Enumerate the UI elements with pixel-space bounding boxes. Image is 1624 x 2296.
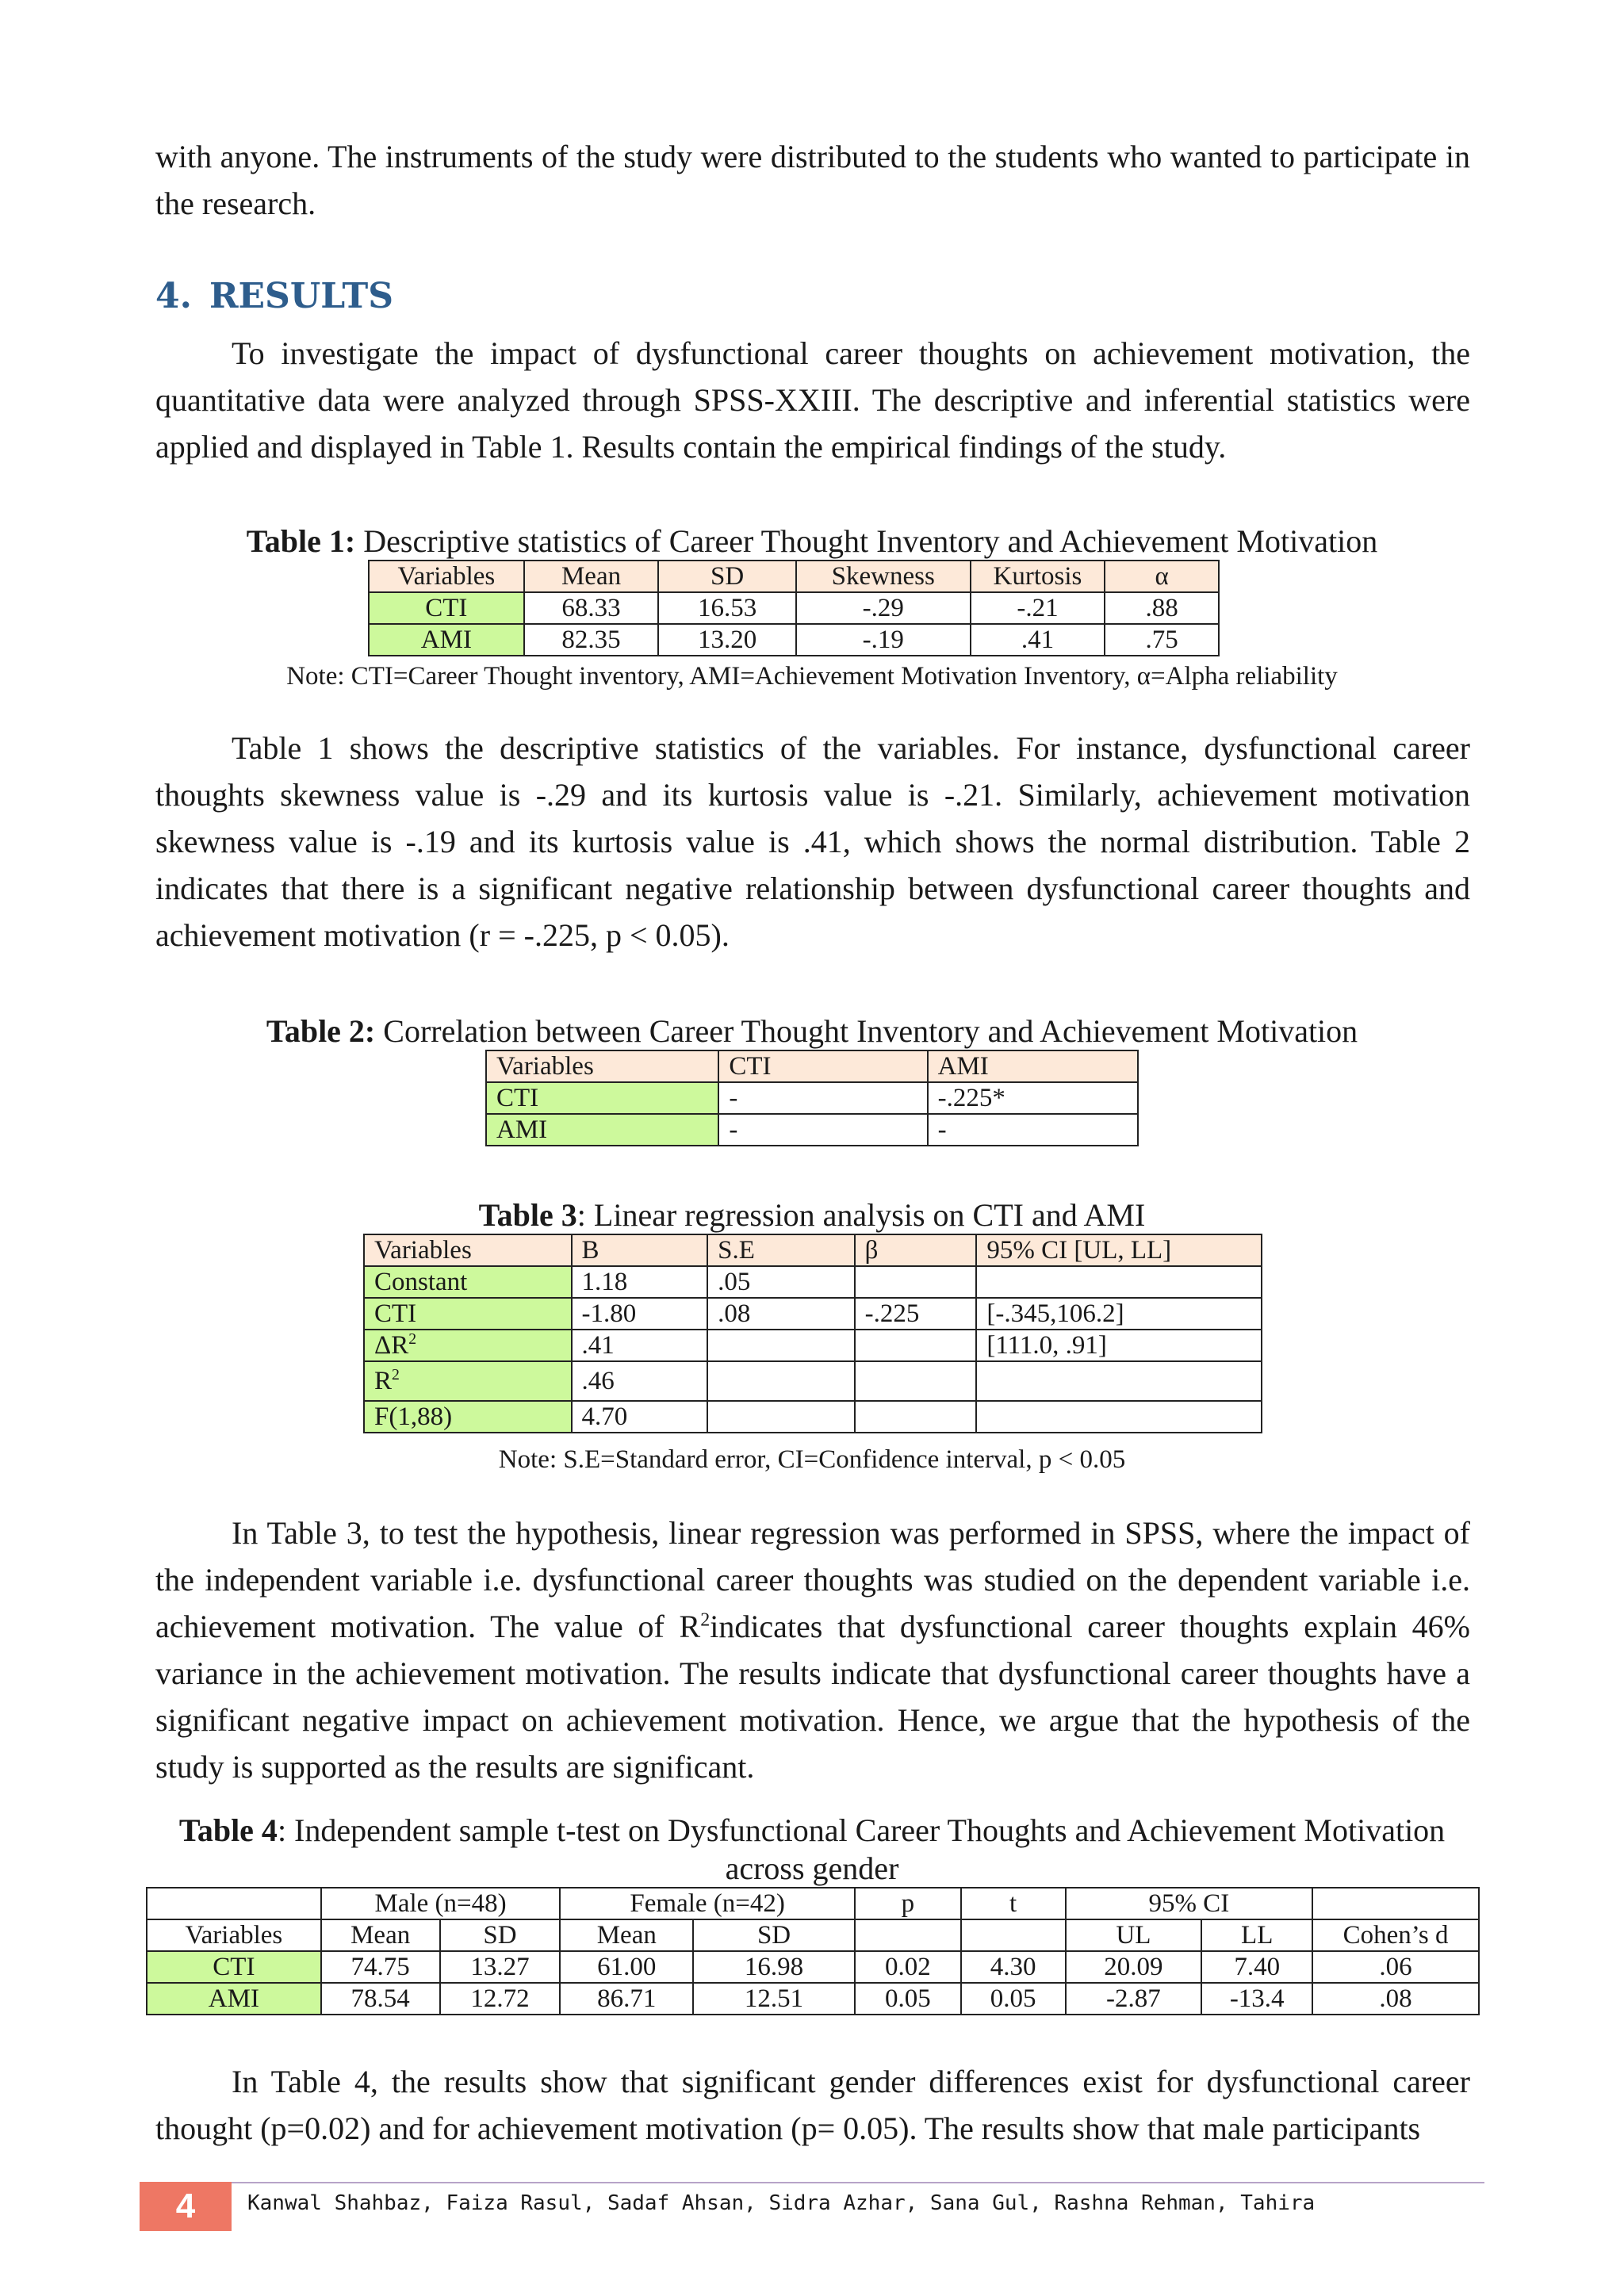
table-row	[147, 1983, 1479, 2015]
table1-cell: .75	[1105, 624, 1219, 656]
table4-group-header-row	[147, 1888, 1479, 1919]
table4-group-header-female: Female (n=42)	[560, 1888, 855, 1919]
table4-cell: 0.05	[855, 1983, 961, 2015]
table4-variable-cell: AMI	[147, 1983, 321, 2015]
table1-header-cell: α	[1105, 561, 1219, 592]
table4-cell: 86.71	[560, 1983, 693, 2015]
table4-header-cell: UL	[1066, 1919, 1202, 1951]
table2-variable-cell: AMI	[486, 1114, 718, 1146]
table1-header-cell: Skewness	[796, 561, 971, 592]
table4-empty-cell	[1312, 1888, 1479, 1919]
table4-cell: .06	[1312, 1951, 1479, 1983]
table4-caption	[0, 1812, 1624, 1849]
table4-caption-line2: across gender	[725, 1850, 899, 1886]
table1-header-cell: Mean	[524, 561, 659, 592]
table-row	[364, 1361, 1262, 1401]
table4	[146, 1887, 1480, 2015]
table3-variable-cell	[364, 1361, 572, 1401]
table4-caption-label: Table 4	[178, 1812, 278, 1848]
table-row	[364, 1298, 1262, 1330]
table2-header-cell: AMI	[928, 1050, 1138, 1082]
table4-empty-cell	[147, 1888, 321, 1919]
table4-header-cell: SD	[693, 1919, 855, 1951]
table3-header-cell: 95% CI [UL, LL]	[976, 1234, 1262, 1266]
table3-caption	[0, 1197, 1624, 1234]
table4-group-header-male: Male (n=48)	[321, 1888, 561, 1919]
table2-caption-label: Table 2:	[266, 1013, 376, 1049]
table4-variable-cell: CTI	[147, 1951, 321, 1983]
table1-header-cell: Variables	[369, 561, 524, 592]
table4-header-cell	[855, 1919, 961, 1951]
table4-cell: 12.72	[440, 1983, 561, 2015]
table3-header-cell: B	[572, 1234, 708, 1266]
table4-header-cell: Variables	[147, 1919, 321, 1951]
table3-variable-cell: F(1,88)	[364, 1401, 572, 1433]
table4-cell: -2.87	[1066, 1983, 1202, 2015]
table2	[485, 1050, 1139, 1146]
table3-cell	[855, 1266, 977, 1298]
table1-cell: -.29	[796, 592, 971, 624]
table3-variable-label: ΔR	[374, 1331, 409, 1360]
table4-cell: 13.27	[440, 1951, 561, 1983]
table2-cell: -	[718, 1082, 927, 1114]
table4-group-header-t: t	[961, 1888, 1066, 1919]
table2-caption-text: Correlation between Career Thought Inventory and Achievement Motivation	[375, 1013, 1358, 1049]
table4-caption-text: : Independent sample t-test on Dysfunctional Career Thoughts and Achievement Motivation	[277, 1812, 1446, 1848]
table4-cell: 4.30	[961, 1951, 1066, 1983]
table3-note: Note: S.E=Standard error, CI=Confidence interval, p < 0.05	[498, 1445, 1126, 1474]
table3-variable-label: R	[374, 1367, 393, 1395]
table4-cell: 0.02	[855, 1951, 961, 1983]
table3-header-row	[364, 1234, 1262, 1266]
results-paragraph: To investigate the impact of dysfunctional career thoughts on achievement motivation, the quantitative data were analyzed through SPSS-XXIII. The descriptive and inferential statistics were applied and displayed in Table 1. Results contain the empirical findings of the study.	[155, 335, 1470, 465]
table3-header-cell: S.E	[707, 1234, 855, 1266]
table3-cell: 4.70	[572, 1401, 708, 1433]
table2-caption	[0, 1013, 1624, 1050]
table3-variable-cell: CTI	[364, 1298, 572, 1330]
footer-authors: Kanwal Shahbaz, Faiza Rasul, Sadaf Ahsan, Sidra Azhar, Sana Gul, Rashna Rehman, Tahira	[247, 2191, 1316, 2215]
superscript: 2	[408, 1330, 417, 1348]
superscript: 2	[700, 1609, 710, 1631]
table4-header-cell: LL	[1201, 1919, 1312, 1951]
table1-variable-cell: CTI	[369, 592, 524, 624]
table1-variable-cell: AMI	[369, 624, 524, 656]
footer-divider	[232, 2182, 1484, 2183]
table1-discussion-paragraph: Table 1 shows the descriptive statistics of the variables. For instance, dysfunctional career thoughts skewness value is -.29 and its kurtosis value is -.21. Similarly, achievement motivation skewness value is -.19 and its kurtosis value is .41, which shows the normal distribution. Table 2 indicates that there is a significant negative relationship between dysfunctional career thoughts and achievement motivation (r = -.225, p < 0.05).	[155, 730, 1470, 953]
table1-cell: .41	[971, 624, 1105, 656]
table2-cell: -	[718, 1114, 927, 1146]
page-number: 4	[140, 2182, 232, 2231]
section-heading	[155, 276, 393, 316]
table4-header-cell	[961, 1919, 1066, 1951]
table3-cell	[855, 1401, 977, 1433]
table4-header-cell: Cohen’s d	[1312, 1919, 1479, 1951]
table4-cell: 20.09	[1066, 1951, 1202, 1983]
table3-cell	[707, 1330, 855, 1361]
table-row	[147, 1951, 1479, 1983]
section-number: 4.	[155, 276, 192, 316]
table1-cell: 16.53	[658, 592, 796, 624]
table1	[368, 560, 1220, 656]
table4-header-cell: Mean	[560, 1919, 693, 1951]
table3-cell	[707, 1401, 855, 1433]
superscript: 2	[392, 1366, 400, 1383]
table4-cell: 7.40	[1201, 1951, 1312, 1983]
table2-header-cell: Variables	[486, 1050, 718, 1082]
table2-header-row	[486, 1050, 1138, 1082]
table1-header-cell: SD	[658, 561, 796, 592]
table2-cell: -	[928, 1114, 1138, 1146]
table3-variable-cell: Constant	[364, 1266, 572, 1298]
section-title: RESULTS	[209, 276, 394, 316]
table3-cell: .05	[707, 1266, 855, 1298]
table4-cell: .08	[1312, 1983, 1479, 2015]
table3-cell: .08	[707, 1298, 855, 1330]
table4-discussion-paragraph: In Table 4, the results show that significant gender differences exist for dysfunctional career thought (p=0.02) and for achievement motivation (p= 0.05). The results show that male participants	[155, 2064, 1470, 2146]
table3-discussion-paragraph	[155, 1510, 1470, 1790]
intro-paragraph: with anyone. The instruments of the study were distributed to the students who wanted to participate in the research.	[155, 139, 1470, 221]
table4-cell: 74.75	[321, 1951, 440, 1983]
table3-cell: .41	[572, 1330, 708, 1361]
table-row	[364, 1266, 1262, 1298]
table1-caption	[0, 523, 1624, 560]
table3-cell: -1.80	[572, 1298, 708, 1330]
table3-cell: .46	[572, 1361, 708, 1401]
table4-cell: 12.51	[693, 1983, 855, 2015]
table3-cell	[976, 1266, 1262, 1298]
table3-cell: -.225	[855, 1298, 977, 1330]
table4-cell: 0.05	[961, 1983, 1066, 2015]
table3-header-cell: Variables	[364, 1234, 572, 1266]
table-row	[364, 1330, 1262, 1361]
table1-cell: .88	[1105, 592, 1219, 624]
table4-cell: 78.54	[321, 1983, 440, 2015]
table3-caption-text: : Linear regression analysis on CTI and AMI	[576, 1197, 1146, 1233]
table3-cell	[707, 1361, 855, 1401]
table1-cell: -.19	[796, 624, 971, 656]
table1-cell: 68.33	[524, 592, 659, 624]
table2-variable-cell: CTI	[486, 1082, 718, 1114]
table2-header-cell: CTI	[718, 1050, 927, 1082]
table-row	[486, 1082, 1138, 1114]
table4-cell: 61.00	[560, 1951, 693, 1983]
table4-cell: 16.98	[693, 1951, 855, 1983]
table3-cell	[855, 1361, 977, 1401]
table4-cell: -13.4	[1201, 1983, 1312, 2015]
table3-cell: [-.345,106.2]	[976, 1298, 1262, 1330]
table2-cell: -.225*	[928, 1082, 1138, 1114]
table3-caption-label: Table 3	[478, 1197, 577, 1233]
table4-header-cell: SD	[440, 1919, 561, 1951]
table1-caption-label: Table 1:	[246, 523, 356, 559]
table3-header-cell: β	[855, 1234, 977, 1266]
table4-sub-header-row	[147, 1919, 1479, 1951]
table3-cell: 1.18	[572, 1266, 708, 1298]
paragraph-text: In Table 3, to test the hypothesis, linear regression was performed in SPSS, where the impact of the independent variable i.e. dysfunctional career thoughts was studied on the dependent variable i.e. achievement motivation. The value of R	[155, 1515, 1470, 1644]
table1-header-cell: Kurtosis	[971, 561, 1105, 592]
table-row	[369, 592, 1219, 624]
table1-caption-text: Descriptive statistics of Career Thought Inventory and Achievement Motivation	[355, 523, 1378, 559]
table3-variable-cell	[364, 1330, 572, 1361]
table3-cell	[855, 1330, 977, 1361]
table4-group-header-ci: 95% CI	[1066, 1888, 1313, 1919]
table1-cell: -.21	[971, 592, 1105, 624]
table1-cell: 82.35	[524, 624, 659, 656]
table-row	[364, 1401, 1262, 1433]
table4-header-cell: Mean	[321, 1919, 440, 1951]
table4-group-header-p: p	[855, 1888, 961, 1919]
table-row	[369, 624, 1219, 656]
table1-cell: 13.20	[658, 624, 796, 656]
table3-cell: [111.0, .91]	[976, 1330, 1262, 1361]
table3-cell	[976, 1401, 1262, 1433]
table1-header-row	[369, 561, 1219, 592]
table-row	[486, 1114, 1138, 1146]
table3-cell	[976, 1361, 1262, 1401]
paragraph-text: indicates that dysfunctional career thoughts explain 46% variance in the achievement motivation. The results indicate that dysfunctional career thoughts have a significant negative impact on achievement motivation. Hence, we argue that the hypothesis of the study is supported as the results are significant.	[155, 1609, 1471, 1785]
table1-note: Note: CTI=Career Thought inventory, AMI=Achievement Motivation Inventory, α=Alpha reliability	[286, 662, 1338, 691]
table3	[363, 1234, 1262, 1433]
